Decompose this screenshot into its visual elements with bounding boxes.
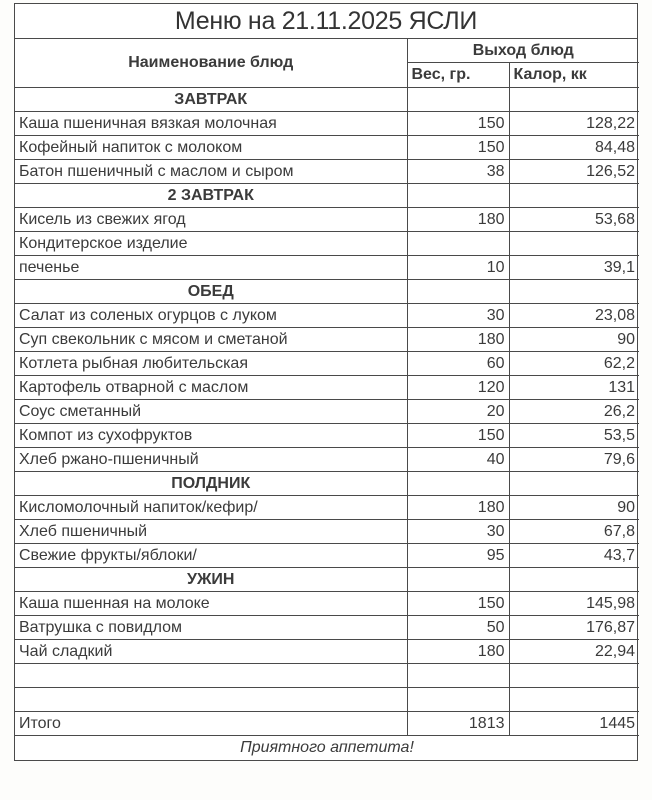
- dish-row: [15, 112, 639, 136]
- dish-name: Кисель из свежих ягод: [15, 208, 407, 232]
- section-calories-empty: [509, 88, 639, 112]
- dish-name: Ватрушка с повидлом: [15, 616, 407, 640]
- dish-calories: 67,8: [509, 520, 639, 544]
- dish-row: [15, 400, 639, 424]
- dish-weight: 180: [407, 208, 509, 232]
- dish-weight: 38: [407, 160, 509, 184]
- dish-calories: 22,94: [509, 640, 639, 664]
- section-row: [15, 280, 639, 304]
- section-calories-empty: [509, 184, 639, 208]
- dish-row: [15, 232, 639, 256]
- dish-weight: [407, 232, 509, 256]
- section-title: ОБЕД: [15, 280, 407, 304]
- section-weight-empty: [407, 88, 509, 112]
- dish-calories: 90: [509, 328, 639, 352]
- section-title: 2 ЗАВТРАК: [15, 184, 407, 208]
- empty-cell: [15, 688, 407, 712]
- dish-weight: 150: [407, 112, 509, 136]
- empty-cell: [509, 688, 639, 712]
- total-calories: 1445: [509, 712, 639, 736]
- total-row: [15, 712, 639, 736]
- dish-row: [15, 160, 639, 184]
- dish-name: Картофель отварной с маслом: [15, 376, 407, 400]
- dish-weight: 30: [407, 520, 509, 544]
- footer-row: [15, 736, 639, 761]
- dish-calories: 131: [509, 376, 639, 400]
- section-title: ПОЛДНИК: [15, 472, 407, 496]
- dish-weight: 10: [407, 256, 509, 280]
- dish-name: Свежие фрукты/яблоки/: [15, 544, 407, 568]
- dish-calories: 90: [509, 496, 639, 520]
- dish-name: Каша пшенная на молоке: [15, 592, 407, 616]
- dish-row: [15, 304, 639, 328]
- menu-table: [15, 39, 639, 760]
- dish-name: Хлеб пшеничный: [15, 520, 407, 544]
- dish-name: Хлеб ржано-пшеничный: [15, 448, 407, 472]
- dish-row: [15, 544, 639, 568]
- section-row: [15, 88, 639, 112]
- empty-cell: [407, 688, 509, 712]
- dish-weight: 95: [407, 544, 509, 568]
- dish-weight: 30: [407, 304, 509, 328]
- dish-row: [15, 376, 639, 400]
- dish-calories: 145,98: [509, 592, 639, 616]
- section-weight-empty: [407, 568, 509, 592]
- dish-name: Батон пшеничный с маслом и сыром: [15, 160, 407, 184]
- dish-calories: 53,5: [509, 424, 639, 448]
- dish-calories: 43,7: [509, 544, 639, 568]
- dish-calories: 53,68: [509, 208, 639, 232]
- dish-calories: 84,48: [509, 136, 639, 160]
- dish-row: [15, 496, 639, 520]
- empty-cell: [407, 664, 509, 688]
- section-title: УЖИН: [15, 568, 407, 592]
- column-header-output: Выход блюд: [407, 39, 639, 63]
- dish-row: [15, 448, 639, 472]
- dish-name: Котлета рыбная любительская: [15, 352, 407, 376]
- dish-calories: 128,22: [509, 112, 639, 136]
- dish-name: Компот из сухофруктов: [15, 424, 407, 448]
- dish-weight: 50: [407, 616, 509, 640]
- empty-row: [15, 688, 639, 712]
- dish-name: Кофейный напиток с молоком: [15, 136, 407, 160]
- column-header-weight: Вес, гр.: [407, 63, 509, 88]
- dish-weight: 150: [407, 424, 509, 448]
- dish-name: Чай сладкий: [15, 640, 407, 664]
- dish-weight: 20: [407, 400, 509, 424]
- dish-calories: 79,6: [509, 448, 639, 472]
- dish-row: [15, 352, 639, 376]
- dish-weight: 180: [407, 640, 509, 664]
- dish-weight: 150: [407, 592, 509, 616]
- dish-name: Кондитерское изделие: [15, 232, 407, 256]
- dish-row: [15, 520, 639, 544]
- dish-row: [15, 640, 639, 664]
- dish-row: [15, 256, 639, 280]
- column-header-name: Наименование блюд: [15, 39, 407, 88]
- dish-calories: [509, 232, 639, 256]
- dish-weight: 120: [407, 376, 509, 400]
- dish-row: [15, 136, 639, 160]
- dish-calories: 23,08: [509, 304, 639, 328]
- dish-row: [15, 592, 639, 616]
- section-row: [15, 568, 639, 592]
- dish-row: [15, 616, 639, 640]
- dish-calories: 62,2: [509, 352, 639, 376]
- dish-row: [15, 424, 639, 448]
- dish-name: Соус сметанный: [15, 400, 407, 424]
- section-calories-empty: [509, 568, 639, 592]
- section-row: [15, 184, 639, 208]
- dish-weight: 150: [407, 136, 509, 160]
- total-label: Итого: [15, 712, 407, 736]
- section-weight-empty: [407, 472, 509, 496]
- header-row: [15, 39, 639, 63]
- dish-calories: 126,52: [509, 160, 639, 184]
- dish-weight: 60: [407, 352, 509, 376]
- section-weight-empty: [407, 184, 509, 208]
- empty-row: [15, 664, 639, 688]
- section-title: ЗАВТРАК: [15, 88, 407, 112]
- menu-title: Меню на 21.11.2025 ЯСЛИ: [15, 4, 637, 39]
- section-calories-empty: [509, 280, 639, 304]
- dish-weight: 180: [407, 496, 509, 520]
- section-weight-empty: [407, 280, 509, 304]
- dish-name: Салат из соленых огурцов с луком: [15, 304, 407, 328]
- dish-name: Суп свекольник с мясом и сметаной: [15, 328, 407, 352]
- section-calories-empty: [509, 472, 639, 496]
- column-header-calories: Калор, кк: [509, 63, 639, 88]
- dish-calories: 176,87: [509, 616, 639, 640]
- dish-weight: 180: [407, 328, 509, 352]
- dish-calories: 39,1: [509, 256, 639, 280]
- total-weight: 1813: [407, 712, 509, 736]
- dish-weight: 40: [407, 448, 509, 472]
- empty-cell: [509, 664, 639, 688]
- dish-name: Кисломолочный напиток/кефир/: [15, 496, 407, 520]
- menu-sheet: [14, 3, 638, 761]
- empty-cell: [15, 664, 407, 688]
- footer-text: Приятного аппетита!: [15, 736, 639, 761]
- dish-row: [15, 328, 639, 352]
- dish-name: Каша пшеничная вязкая молочная: [15, 112, 407, 136]
- dish-name: печенье: [15, 256, 407, 280]
- dish-row: [15, 208, 639, 232]
- dish-calories: 26,2: [509, 400, 639, 424]
- section-row: [15, 472, 639, 496]
